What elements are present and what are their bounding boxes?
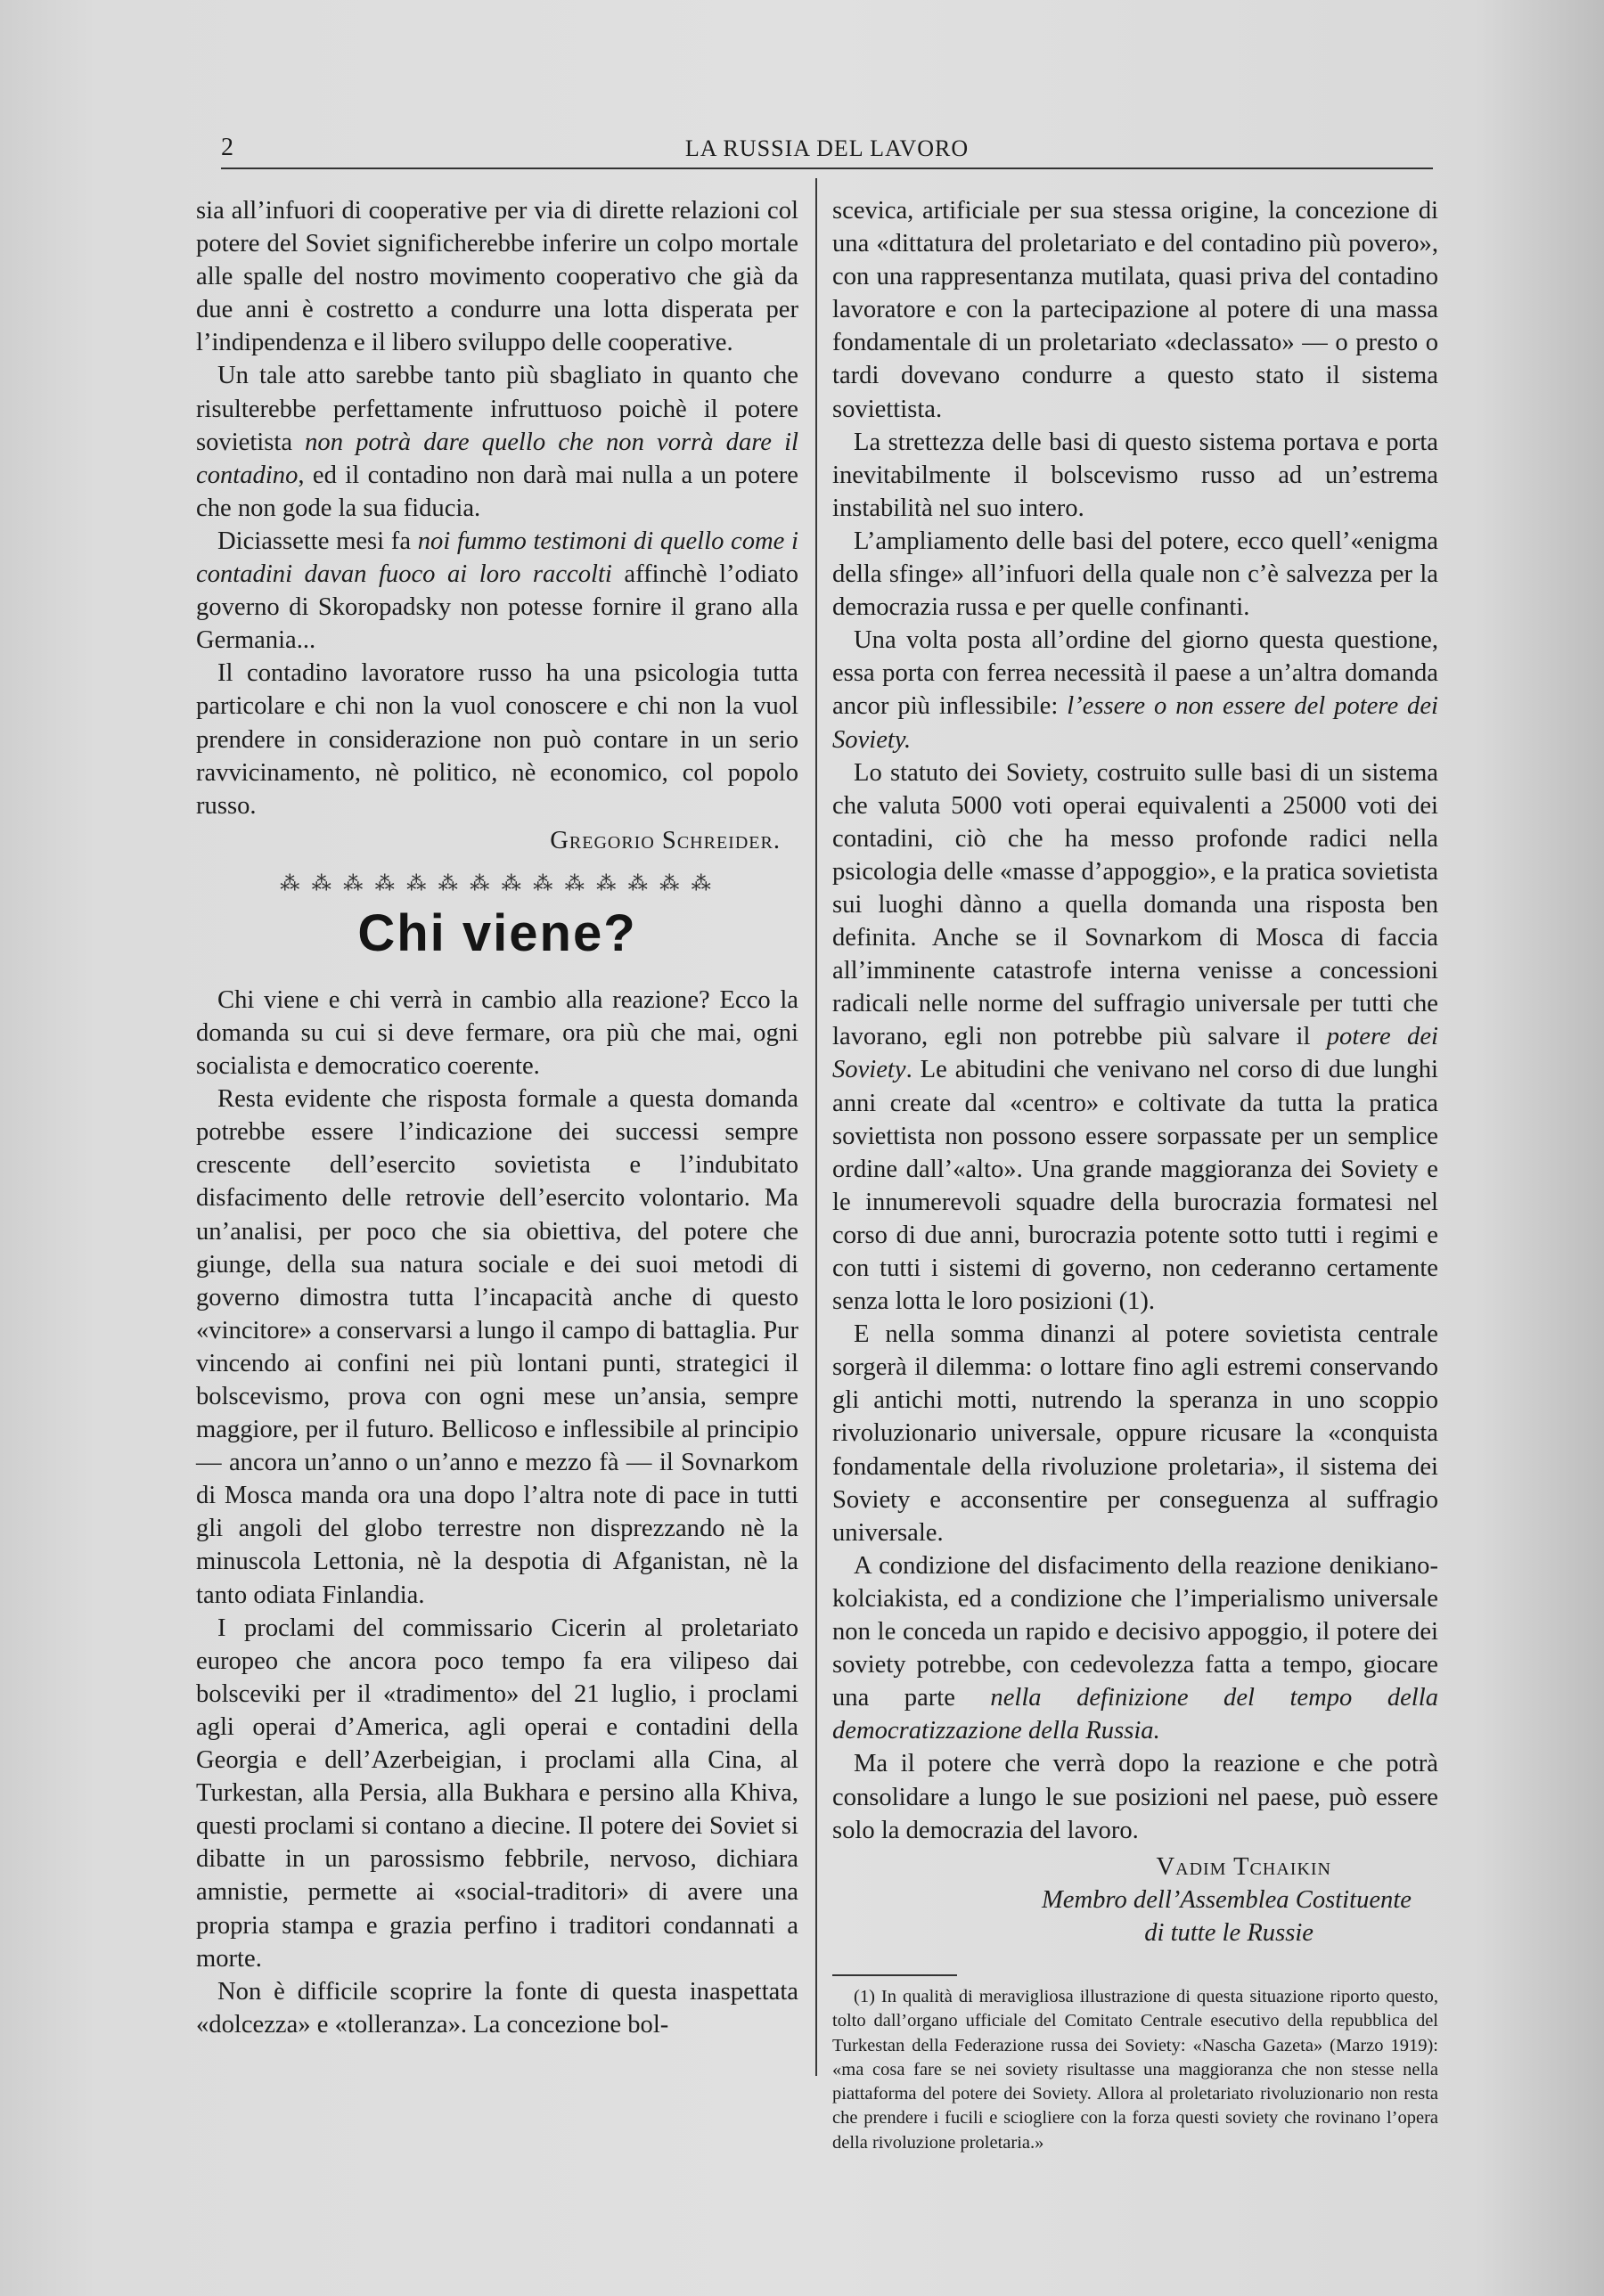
paragraph: Lo statuto dei Soviety, costruito sulle basi di un sistema che valuta 5000 voti operai equivalenti a 25000 voti dei contadini, ciò che ha messo profonde radici nella psicologia delle «masse d’appoggio», e la pratica sovietista sui luoghi dànno a quella domanda una risposta ben definita. Anche se il Sovnarkom di Mosca di faccia all’imminente catastrofe interna venisse a concessioni radicali nelle norme del suffragio universale per tutti che lavorano, egli non potrebbe più salvare il potere dei Soviety. Le abitudini che venivano nel corso di due lunghi anni create dal «centro» e coltivate da tutta la pratica soviettista non possono essere sorpassate per un semplice ordine dall’«alto». Una grande maggioranza dei Soviety e le innumerevoli squadre della burocrazia formatesi nel corso di due anni, burocrazia potente sotto tutti i regimi e con tutti i sistemi di governo, non cederanno certamente senza lotta le loro posizioni (1). — [832, 758, 1438, 1316]
left-column — [196, 194, 798, 2041]
paragraph: L’ampliamento delle basi del potere, ecco quell’«enigma della sfinge» all’infuori della quale non c’è salvezza per la democrazia russa e per quelle confinanti. — [832, 527, 1438, 622]
column-divider — [815, 178, 817, 2076]
paragraph: Diciassette mesi fa noi fummo testimoni di quello come i contadini davan fuoco ai loro raccolti affinchè l’odiato governo di Skoropadsky non potesse fornire il grano alla Germania... — [196, 527, 798, 655]
running-head — [221, 132, 1433, 169]
author-name: Vadim Tchaikin — [1156, 1852, 1331, 1881]
publication-title: LA RUSSIA DEL LAVORO — [684, 135, 970, 161]
paragraph: sia all’infuori di cooperative per via di dirette relazioni col potere del Soviet significherebbe inferire un colpo mortale alle spalle del nostro movimento cooperativo che già da due anni è costretto a condurre una lotta disperata per l’indipendenza e il libero sviluppo delle cooperative. — [196, 197, 798, 357]
author-role-continued: di tutte le Russie — [1144, 1918, 1313, 1947]
paragraph: scevica, artificiale per sua stessa origine, la concezione di una «dittatura del proletariato e del contadino più povero», con una rappresentanza mutilata, quasi priva del contadino lavoratore e con la partecipazione al potere di una massa fondamentale di un proletariato «declassato» — o presto o tardi dovevano condurre a questo stato il sistema soviettista. — [832, 197, 1438, 423]
paragraph: E nella somma dinanzi al potere sovietista centrale sorgerà il dilemma: o lottare fino agli estremi conservando gli antichi motti, nutrendo la speranza in uno scoppio rivoluzionario universale, oppure ricusare la «conquista fondamentale della rivoluzione proletaria», il sistema dei Soviety e acconsentire per conseguenza al suffragio universale. — [832, 1320, 1438, 1547]
right-column — [832, 194, 1438, 2155]
paragraph: Una volta posta all’ordine del giorno questa questione, essa porta con ferrea necessità il paese a un’altra domanda ancor più inflessibile: l’essere o non essere del potere dei Soviety. — [832, 626, 1438, 754]
paragraph: Chi viene e chi verrà in cambio alla reazione? Ecco la domanda su cui si deve fermare, ora più che mai, ogni socialista e democratico coerente. — [196, 985, 798, 1081]
paragraph: La strettezza delle basi di questo sistema portava e porta inevitabilmente il bolscevismo russo ad un’estrema instabilità nel suo intero. — [832, 428, 1438, 522]
footnote-text: (1) In qualità di meravigliosa illustrazione di questa situazione riporto questo, tolto dall’organo ufficiale del Comitato Centrale esecutivo della repubblica del Turkestan della Federazione russa dei Soviety: «Nascha Gazeta» (Marzo 1919): «ma cosa fare se nei soviety risultasse una maggioranza che non stesse nella piattaforma del potere dei Soviety. Allora al proletariato rivoluzionario non resta che prendere i fucili e sciogliere con la forza questi soviety che rovinano l’opera della rivoluzione proletaria.» — [832, 1986, 1438, 2153]
paragraph: Ma il potere che verrà dopo la reazione e che potrà consolidare a lungo le sue posizioni nel paese, può essere solo la democrazia del lavoro. — [832, 1750, 1438, 1844]
paragraph: I proclami del commissario Cicerin al proletariato europeo che ancora poco tempo fa era vilipeso dai bolsceviki per il «tradimento» del 21 luglio, i proclami agli operai d’America, agli operai e contadini della Georgia e dell’Azerbeigian, i proclami alla Cina, al Turkestan, alla Persia, alla Bukhara e persino alla Khiva, questi proclami si contano a diecine. Il potere dei Soviet si dibatte in un parossismo febbrile, nervoso, dichiara amnistie, permette ai «social-traditori» di avere una propria stampa e grazia perfino i traditori condannati a morte. — [196, 1614, 798, 1973]
author-role: Membro dell’Assemblea Costituente — [1041, 1885, 1412, 1914]
footnote-rule — [832, 1974, 957, 1976]
article-headline: Chi viene? — [357, 903, 637, 962]
article-signature: Gregorio Schreider. — [550, 826, 781, 854]
page-number: 2 — [221, 134, 233, 161]
paragraph: Un tale atto sarebbe tanto più sbagliato in quanto che risulterebbe perfettamente infruttuoso poichè il potere sovietista non potrà dare quello che non vorrà dare il contadino, ed il contadino non darà mai nulla a un potere che non gode la sua fiducia. — [196, 362, 798, 522]
paragraph: A condizione del disfacimento della reazione denikiano-kolciakista, ed a condizione che l’imperialismo universale non le conceda un rapido e decisivo appoggio, il potere dei soviety potrebbe, con cedevolezza fatta a tempo, giocare una parte nella definizione del tempo della democratizzazione della Russia. — [832, 1551, 1438, 1745]
paragraph: Il contadino lavoratore russo ha una psicologia tutta particolare e chi non la vuol conoscere e chi non la vuol prendere in considerazione non può contare in un serio ravvicinamento, nè politico, nè economico, col popolo russo. — [196, 659, 798, 820]
paragraph: Resta evidente che risposta formale a questa domanda potrebbe essere l’indicazione dei successi sempre crescente dell’esercito sovietista e l’indubitato disfacimento delle retrovie dell’esercito volontario. Ma un’analisi, per poco che sia obiettiva, del potere che giunge, della sua natura sociale e dei suoi metodi di governo dimostra tutta l’incapacità anche di questo «vincitore» a conservarsi a lungo il campo di battaglia. Pur vincendo ai confini nei più lontani punti, strategici il bolscevismo, prova con ogni mese un’ansia, sempre maggiore, per il futuro. Bellicoso e inflessibile al principio — ancora un’anno o un’anno e mezzo fà — il Sovnarkom di Mosca manda ora una dopo l’altra note di pace in tutti gli angoli del globo terrestre non disprezzando nè la minuscola Lettonia, nè la despotia di Afganistan, nè la tanto odiata Finlandia. — [196, 1085, 798, 1609]
paragraph: Non è difficile scoprire la fonte di questa inaspettata «dolcezza» e «tolleranza». La concezione bol- — [196, 1977, 798, 2039]
footnote — [832, 1985, 1438, 2155]
ornamental-divider: ⁂ ⁂ ⁂ ⁂ ⁂ ⁂ ⁂ ⁂ ⁂ ⁂ ⁂ ⁂ ⁂ ⁂ — [280, 871, 715, 895]
author-signature-block — [832, 1851, 1438, 1949]
